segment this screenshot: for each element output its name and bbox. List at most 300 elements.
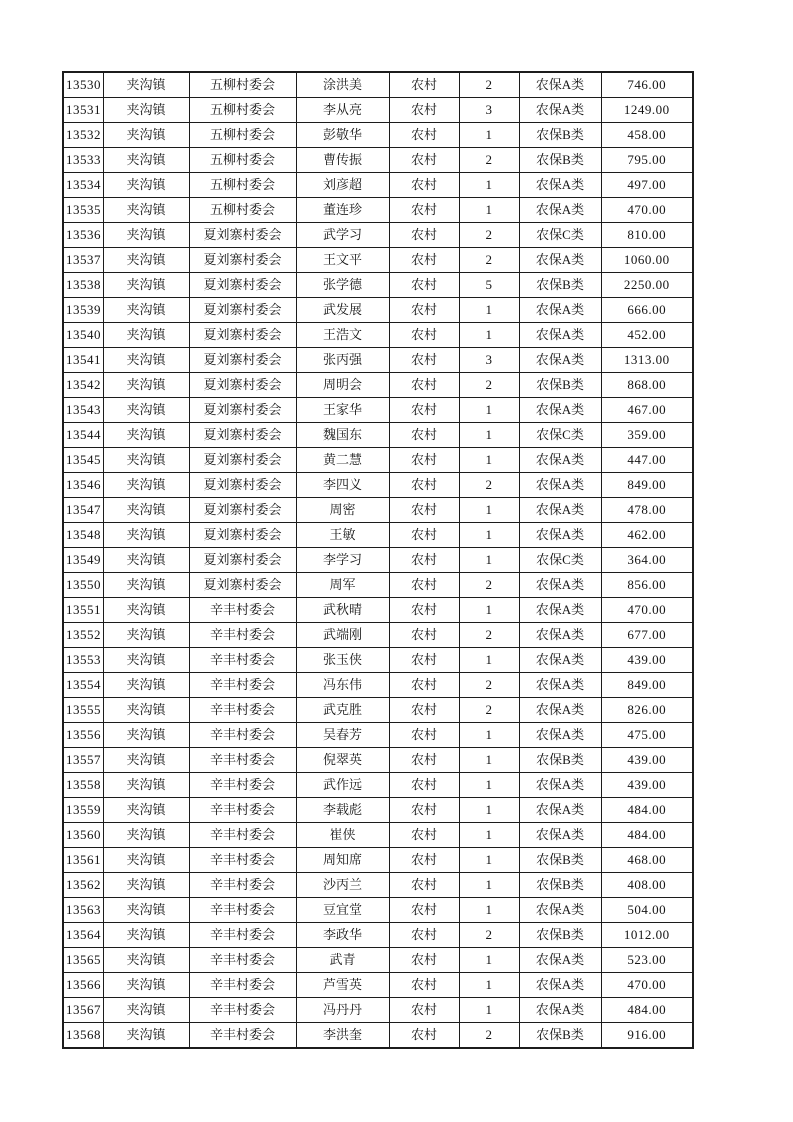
cell-town: 夹沟镇 xyxy=(103,523,189,548)
table-row xyxy=(63,98,693,123)
cell-person-name: 李洪奎 xyxy=(296,1023,389,1049)
cell-town: 夹沟镇 xyxy=(103,423,189,448)
cell-person-name: 王家华 xyxy=(296,398,389,423)
cell-village-committee: 五柳村委会 xyxy=(189,173,296,198)
table-row xyxy=(63,123,693,148)
cell-record-id: 13550 xyxy=(63,573,103,598)
cell-person-count: 1 xyxy=(459,798,519,823)
cell-insurance-category: 农保A类 xyxy=(519,673,601,698)
cell-record-id: 13558 xyxy=(63,773,103,798)
cell-town: 夹沟镇 xyxy=(103,823,189,848)
cell-record-id: 13547 xyxy=(63,498,103,523)
cell-record-id: 13539 xyxy=(63,298,103,323)
cell-record-id: 13537 xyxy=(63,248,103,273)
table-row xyxy=(63,598,693,623)
table-row xyxy=(63,348,693,373)
cell-residence-type: 农村 xyxy=(389,848,459,873)
cell-village-committee: 辛丰村委会 xyxy=(189,998,296,1023)
cell-village-committee: 辛丰村委会 xyxy=(189,773,296,798)
cell-person-count: 1 xyxy=(459,398,519,423)
cell-insurance-category: 农保C类 xyxy=(519,548,601,573)
cell-residence-type: 农村 xyxy=(389,1023,459,1049)
table-row xyxy=(63,298,693,323)
cell-amount: 2250.00 xyxy=(601,273,693,298)
cell-person-name: 崔侠 xyxy=(296,823,389,848)
cell-amount: 364.00 xyxy=(601,548,693,573)
table-row xyxy=(63,998,693,1023)
cell-village-committee: 辛丰村委会 xyxy=(189,598,296,623)
cell-amount: 484.00 xyxy=(601,823,693,848)
cell-person-count: 1 xyxy=(459,448,519,473)
cell-amount: 1060.00 xyxy=(601,248,693,273)
cell-residence-type: 农村 xyxy=(389,723,459,748)
cell-record-id: 13533 xyxy=(63,148,103,173)
cell-town: 夹沟镇 xyxy=(103,548,189,573)
cell-amount: 484.00 xyxy=(601,798,693,823)
cell-village-committee: 辛丰村委会 xyxy=(189,923,296,948)
table-row xyxy=(63,498,693,523)
table-row xyxy=(63,473,693,498)
cell-town: 夹沟镇 xyxy=(103,673,189,698)
cell-town: 夹沟镇 xyxy=(103,623,189,648)
cell-record-id: 13549 xyxy=(63,548,103,573)
cell-residence-type: 农村 xyxy=(389,498,459,523)
cell-person-count: 1 xyxy=(459,773,519,798)
cell-person-count: 1 xyxy=(459,123,519,148)
cell-residence-type: 农村 xyxy=(389,623,459,648)
cell-amount: 467.00 xyxy=(601,398,693,423)
cell-town: 夹沟镇 xyxy=(103,748,189,773)
cell-person-name: 周军 xyxy=(296,573,389,598)
cell-record-id: 13560 xyxy=(63,823,103,848)
cell-village-committee: 夏刘寨村委会 xyxy=(189,498,296,523)
cell-amount: 447.00 xyxy=(601,448,693,473)
cell-residence-type: 农村 xyxy=(389,873,459,898)
cell-amount: 1249.00 xyxy=(601,98,693,123)
cell-village-committee: 辛丰村委会 xyxy=(189,898,296,923)
cell-person-name: 王敏 xyxy=(296,523,389,548)
cell-person-name: 李从亮 xyxy=(296,98,389,123)
cell-person-count: 1 xyxy=(459,723,519,748)
cell-town: 夹沟镇 xyxy=(103,223,189,248)
cell-town: 夹沟镇 xyxy=(103,448,189,473)
cell-person-name: 周明会 xyxy=(296,373,389,398)
cell-town: 夹沟镇 xyxy=(103,1023,189,1049)
cell-residence-type: 农村 xyxy=(389,248,459,273)
cell-town: 夹沟镇 xyxy=(103,498,189,523)
cell-person-name: 芦雪英 xyxy=(296,973,389,998)
cell-record-id: 13548 xyxy=(63,523,103,548)
cell-insurance-category: 农保B类 xyxy=(519,873,601,898)
cell-amount: 849.00 xyxy=(601,473,693,498)
cell-person-count: 1 xyxy=(459,873,519,898)
cell-amount: 504.00 xyxy=(601,898,693,923)
cell-person-name: 豆宜堂 xyxy=(296,898,389,923)
cell-town: 夹沟镇 xyxy=(103,348,189,373)
cell-person-count: 2 xyxy=(459,923,519,948)
cell-person-name: 涂洪美 xyxy=(296,72,389,98)
cell-town: 夹沟镇 xyxy=(103,773,189,798)
cell-town: 夹沟镇 xyxy=(103,298,189,323)
cell-amount: 849.00 xyxy=(601,673,693,698)
cell-amount: 826.00 xyxy=(601,698,693,723)
cell-residence-type: 农村 xyxy=(389,698,459,723)
cell-residence-type: 农村 xyxy=(389,398,459,423)
cell-person-name: 倪翠英 xyxy=(296,748,389,773)
cell-record-id: 13538 xyxy=(63,273,103,298)
cell-insurance-category: 农保A类 xyxy=(519,348,601,373)
cell-village-committee: 辛丰村委会 xyxy=(189,748,296,773)
cell-residence-type: 农村 xyxy=(389,748,459,773)
cell-record-id: 13554 xyxy=(63,673,103,698)
table-row xyxy=(63,423,693,448)
cell-insurance-category: 农保B类 xyxy=(519,1023,601,1049)
table-row xyxy=(63,973,693,998)
cell-record-id: 13542 xyxy=(63,373,103,398)
table-row xyxy=(63,323,693,348)
cell-amount: 746.00 xyxy=(601,72,693,98)
cell-person-name: 李载彪 xyxy=(296,798,389,823)
cell-residence-type: 农村 xyxy=(389,72,459,98)
table-row xyxy=(63,148,693,173)
cell-town: 夹沟镇 xyxy=(103,248,189,273)
cell-amount: 470.00 xyxy=(601,973,693,998)
cell-residence-type: 农村 xyxy=(389,123,459,148)
table-body xyxy=(63,72,693,1048)
cell-record-id: 13559 xyxy=(63,798,103,823)
table-row xyxy=(63,523,693,548)
cell-insurance-category: 农保C类 xyxy=(519,423,601,448)
cell-record-id: 13530 xyxy=(63,72,103,98)
cell-village-committee: 五柳村委会 xyxy=(189,198,296,223)
cell-record-id: 13543 xyxy=(63,398,103,423)
cell-insurance-category: 农保A类 xyxy=(519,773,601,798)
cell-village-committee: 夏刘寨村委会 xyxy=(189,323,296,348)
cell-insurance-category: 农保A类 xyxy=(519,473,601,498)
cell-person-count: 1 xyxy=(459,498,519,523)
cell-village-committee: 辛丰村委会 xyxy=(189,848,296,873)
cell-amount: 1012.00 xyxy=(601,923,693,948)
cell-insurance-category: 农保B类 xyxy=(519,148,601,173)
cell-residence-type: 农村 xyxy=(389,598,459,623)
cell-village-committee: 辛丰村委会 xyxy=(189,823,296,848)
cell-person-name: 曹传振 xyxy=(296,148,389,173)
cell-town: 夹沟镇 xyxy=(103,723,189,748)
cell-residence-type: 农村 xyxy=(389,298,459,323)
cell-person-name: 武作远 xyxy=(296,773,389,798)
cell-person-name: 李政华 xyxy=(296,923,389,948)
cell-village-committee: 夏刘寨村委会 xyxy=(189,298,296,323)
cell-residence-type: 农村 xyxy=(389,173,459,198)
cell-record-id: 13541 xyxy=(63,348,103,373)
benefits-roster-table xyxy=(62,71,694,1049)
cell-person-count: 1 xyxy=(459,298,519,323)
cell-residence-type: 农村 xyxy=(389,523,459,548)
cell-village-committee: 辛丰村委会 xyxy=(189,873,296,898)
cell-residence-type: 农村 xyxy=(389,773,459,798)
cell-amount: 523.00 xyxy=(601,948,693,973)
cell-village-committee: 夏刘寨村委会 xyxy=(189,523,296,548)
cell-insurance-category: 农保A类 xyxy=(519,248,601,273)
cell-record-id: 13564 xyxy=(63,923,103,948)
table-row xyxy=(63,273,693,298)
cell-town: 夹沟镇 xyxy=(103,873,189,898)
cell-record-id: 13531 xyxy=(63,98,103,123)
cell-person-name: 武青 xyxy=(296,948,389,973)
cell-person-count: 1 xyxy=(459,423,519,448)
cell-person-count: 2 xyxy=(459,223,519,248)
cell-insurance-category: 农保B类 xyxy=(519,273,601,298)
cell-village-committee: 夏刘寨村委会 xyxy=(189,373,296,398)
table-row xyxy=(63,448,693,473)
cell-person-name: 刘彦超 xyxy=(296,173,389,198)
cell-person-name: 冯丹丹 xyxy=(296,998,389,1023)
cell-residence-type: 农村 xyxy=(389,323,459,348)
cell-insurance-category: 农保B类 xyxy=(519,923,601,948)
cell-village-committee: 夏刘寨村委会 xyxy=(189,348,296,373)
cell-insurance-category: 农保A类 xyxy=(519,948,601,973)
cell-person-count: 2 xyxy=(459,373,519,398)
table-row xyxy=(63,898,693,923)
cell-amount: 868.00 xyxy=(601,373,693,398)
cell-insurance-category: 农保B类 xyxy=(519,373,601,398)
cell-insurance-category: 农保A类 xyxy=(519,798,601,823)
cell-amount: 795.00 xyxy=(601,148,693,173)
cell-record-id: 13556 xyxy=(63,723,103,748)
cell-insurance-category: 农保A类 xyxy=(519,698,601,723)
table-row xyxy=(63,573,693,598)
cell-amount: 408.00 xyxy=(601,873,693,898)
cell-person-name: 黄二慧 xyxy=(296,448,389,473)
cell-residence-type: 农村 xyxy=(389,148,459,173)
cell-residence-type: 农村 xyxy=(389,348,459,373)
cell-village-committee: 辛丰村委会 xyxy=(189,623,296,648)
cell-amount: 666.00 xyxy=(601,298,693,323)
cell-village-committee: 夏刘寨村委会 xyxy=(189,398,296,423)
cell-village-committee: 夏刘寨村委会 xyxy=(189,273,296,298)
cell-record-id: 13552 xyxy=(63,623,103,648)
cell-town: 夹沟镇 xyxy=(103,473,189,498)
cell-person-count: 2 xyxy=(459,673,519,698)
table-row xyxy=(63,798,693,823)
cell-amount: 470.00 xyxy=(601,198,693,223)
cell-town: 夹沟镇 xyxy=(103,198,189,223)
cell-amount: 810.00 xyxy=(601,223,693,248)
cell-amount: 439.00 xyxy=(601,648,693,673)
cell-amount: 484.00 xyxy=(601,998,693,1023)
cell-insurance-category: 农保C类 xyxy=(519,223,601,248)
cell-person-count: 2 xyxy=(459,623,519,648)
cell-person-count: 1 xyxy=(459,523,519,548)
cell-person-count: 1 xyxy=(459,598,519,623)
cell-insurance-category: 农保A类 xyxy=(519,623,601,648)
cell-village-committee: 辛丰村委会 xyxy=(189,948,296,973)
cell-amount: 468.00 xyxy=(601,848,693,873)
cell-village-committee: 五柳村委会 xyxy=(189,98,296,123)
cell-residence-type: 农村 xyxy=(389,223,459,248)
cell-village-committee: 辛丰村委会 xyxy=(189,973,296,998)
cell-insurance-category: 农保A类 xyxy=(519,573,601,598)
table-row xyxy=(63,723,693,748)
table-row xyxy=(63,848,693,873)
cell-insurance-category: 农保A类 xyxy=(519,898,601,923)
cell-amount: 359.00 xyxy=(601,423,693,448)
cell-record-id: 13536 xyxy=(63,223,103,248)
cell-record-id: 13546 xyxy=(63,473,103,498)
cell-person-name: 周知席 xyxy=(296,848,389,873)
cell-amount: 452.00 xyxy=(601,323,693,348)
cell-person-count: 2 xyxy=(459,573,519,598)
cell-town: 夹沟镇 xyxy=(103,373,189,398)
table-row xyxy=(63,623,693,648)
cell-residence-type: 农村 xyxy=(389,573,459,598)
cell-town: 夹沟镇 xyxy=(103,798,189,823)
cell-record-id: 13557 xyxy=(63,748,103,773)
cell-insurance-category: 农保B类 xyxy=(519,848,601,873)
cell-residence-type: 农村 xyxy=(389,798,459,823)
cell-village-committee: 夏刘寨村委会 xyxy=(189,248,296,273)
cell-person-name: 周密 xyxy=(296,498,389,523)
table-row xyxy=(63,673,693,698)
cell-amount: 439.00 xyxy=(601,773,693,798)
cell-person-name: 武发展 xyxy=(296,298,389,323)
cell-person-name: 吴春芳 xyxy=(296,723,389,748)
cell-person-count: 5 xyxy=(459,273,519,298)
cell-record-id: 13540 xyxy=(63,323,103,348)
cell-person-count: 1 xyxy=(459,998,519,1023)
cell-person-name: 李四义 xyxy=(296,473,389,498)
cell-town: 夹沟镇 xyxy=(103,573,189,598)
cell-residence-type: 农村 xyxy=(389,98,459,123)
cell-insurance-category: 农保A类 xyxy=(519,973,601,998)
cell-person-count: 1 xyxy=(459,173,519,198)
cell-amount: 856.00 xyxy=(601,573,693,598)
cell-town: 夹沟镇 xyxy=(103,948,189,973)
cell-person-count: 3 xyxy=(459,348,519,373)
cell-town: 夹沟镇 xyxy=(103,148,189,173)
cell-record-id: 13555 xyxy=(63,698,103,723)
cell-person-name: 张丙强 xyxy=(296,348,389,373)
table-row xyxy=(63,923,693,948)
cell-village-committee: 辛丰村委会 xyxy=(189,1023,296,1049)
cell-residence-type: 农村 xyxy=(389,273,459,298)
cell-village-committee: 夏刘寨村委会 xyxy=(189,573,296,598)
cell-town: 夹沟镇 xyxy=(103,323,189,348)
cell-amount: 916.00 xyxy=(601,1023,693,1049)
cell-town: 夹沟镇 xyxy=(103,923,189,948)
cell-insurance-category: 农保A类 xyxy=(519,323,601,348)
cell-person-name: 张玉侠 xyxy=(296,648,389,673)
cell-record-id: 13544 xyxy=(63,423,103,448)
cell-person-count: 1 xyxy=(459,648,519,673)
table-row xyxy=(63,748,693,773)
cell-town: 夹沟镇 xyxy=(103,973,189,998)
cell-person-name: 张学德 xyxy=(296,273,389,298)
table-row xyxy=(63,823,693,848)
cell-residence-type: 农村 xyxy=(389,923,459,948)
cell-village-committee: 夏刘寨村委会 xyxy=(189,548,296,573)
cell-amount: 470.00 xyxy=(601,598,693,623)
cell-residence-type: 农村 xyxy=(389,673,459,698)
cell-record-id: 13553 xyxy=(63,648,103,673)
cell-village-committee: 夏刘寨村委会 xyxy=(189,448,296,473)
table-row xyxy=(63,72,693,98)
cell-residence-type: 农村 xyxy=(389,823,459,848)
cell-record-id: 13565 xyxy=(63,948,103,973)
cell-town: 夹沟镇 xyxy=(103,398,189,423)
cell-residence-type: 农村 xyxy=(389,448,459,473)
cell-person-name: 李学习 xyxy=(296,548,389,573)
cell-village-committee: 辛丰村委会 xyxy=(189,648,296,673)
cell-insurance-category: 农保A类 xyxy=(519,523,601,548)
cell-residence-type: 农村 xyxy=(389,648,459,673)
cell-person-name: 武端刚 xyxy=(296,623,389,648)
cell-person-name: 武学习 xyxy=(296,223,389,248)
cell-person-name: 彭敬华 xyxy=(296,123,389,148)
cell-town: 夹沟镇 xyxy=(103,72,189,98)
cell-record-id: 13534 xyxy=(63,173,103,198)
cell-person-count: 1 xyxy=(459,748,519,773)
cell-town: 夹沟镇 xyxy=(103,998,189,1023)
cell-person-count: 3 xyxy=(459,98,519,123)
cell-residence-type: 农村 xyxy=(389,998,459,1023)
table-row xyxy=(63,1023,693,1049)
cell-insurance-category: 农保A类 xyxy=(519,498,601,523)
cell-person-count: 1 xyxy=(459,548,519,573)
table-row xyxy=(63,173,693,198)
cell-town: 夹沟镇 xyxy=(103,898,189,923)
cell-amount: 439.00 xyxy=(601,748,693,773)
cell-person-count: 2 xyxy=(459,698,519,723)
cell-record-id: 13551 xyxy=(63,598,103,623)
cell-village-committee: 辛丰村委会 xyxy=(189,673,296,698)
cell-person-count: 1 xyxy=(459,323,519,348)
cell-person-name: 武克胜 xyxy=(296,698,389,723)
cell-insurance-category: 农保A类 xyxy=(519,448,601,473)
cell-person-count: 2 xyxy=(459,72,519,98)
cell-record-id: 13567 xyxy=(63,998,103,1023)
cell-record-id: 13562 xyxy=(63,873,103,898)
cell-person-name: 王文平 xyxy=(296,248,389,273)
cell-residence-type: 农村 xyxy=(389,898,459,923)
cell-amount: 497.00 xyxy=(601,173,693,198)
cell-village-committee: 五柳村委会 xyxy=(189,72,296,98)
cell-village-committee: 夏刘寨村委会 xyxy=(189,223,296,248)
cell-insurance-category: 农保A类 xyxy=(519,648,601,673)
cell-person-count: 1 xyxy=(459,948,519,973)
table-row xyxy=(63,373,693,398)
table-row xyxy=(63,198,693,223)
cell-amount: 1313.00 xyxy=(601,348,693,373)
cell-residence-type: 农村 xyxy=(389,423,459,448)
cell-residence-type: 农村 xyxy=(389,198,459,223)
cell-town: 夹沟镇 xyxy=(103,848,189,873)
cell-amount: 458.00 xyxy=(601,123,693,148)
cell-residence-type: 农村 xyxy=(389,473,459,498)
cell-residence-type: 农村 xyxy=(389,973,459,998)
cell-person-name: 冯东伟 xyxy=(296,673,389,698)
cell-residence-type: 农村 xyxy=(389,548,459,573)
cell-town: 夹沟镇 xyxy=(103,648,189,673)
cell-insurance-category: 农保B类 xyxy=(519,123,601,148)
cell-record-id: 13532 xyxy=(63,123,103,148)
table-row xyxy=(63,773,693,798)
cell-village-committee: 辛丰村委会 xyxy=(189,723,296,748)
cell-town: 夹沟镇 xyxy=(103,173,189,198)
cell-town: 夹沟镇 xyxy=(103,598,189,623)
cell-village-committee: 夏刘寨村委会 xyxy=(189,473,296,498)
cell-record-id: 13545 xyxy=(63,448,103,473)
